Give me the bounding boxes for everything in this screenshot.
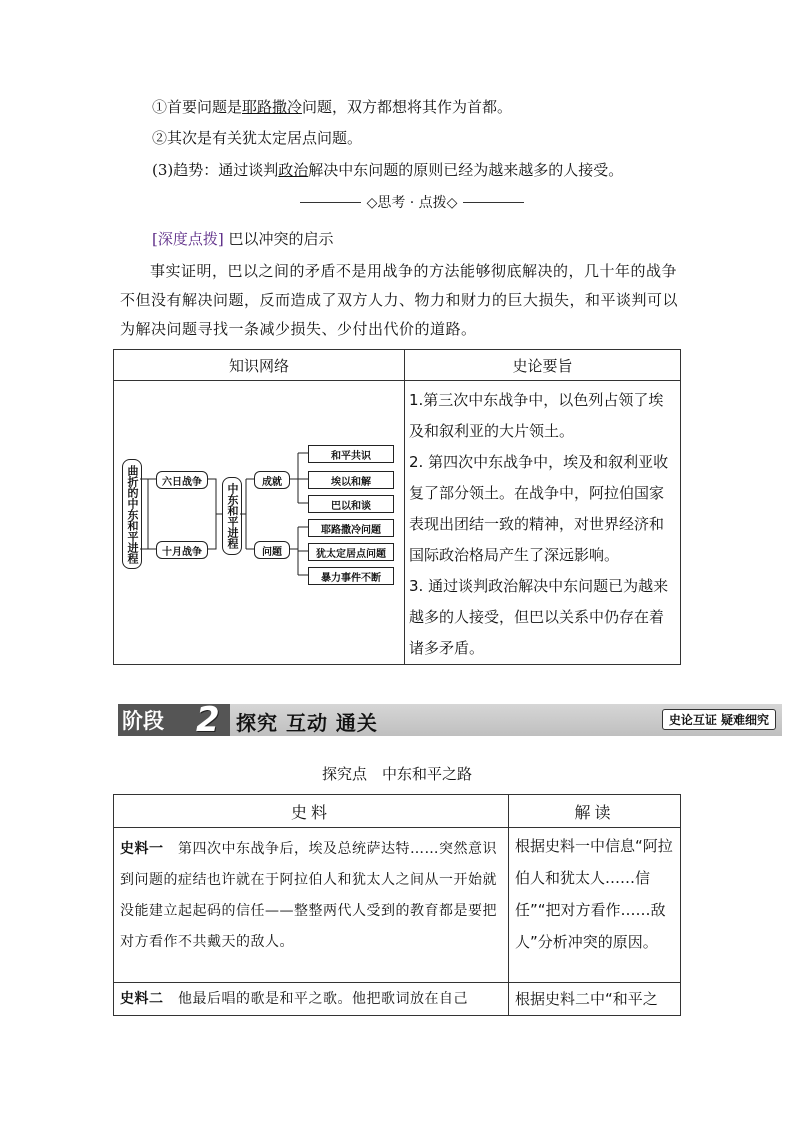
diagram-problems: 问题 <box>254 541 290 559</box>
diagram-problem-2: 犹太定居点问题 <box>308 543 394 561</box>
think-label: ◇思考 · 点拨◇ <box>366 195 458 211</box>
source-text: 他最后唱的歌是和平之歌。他把歌词放在自己 <box>163 990 468 1007</box>
inquiry-title: 探究点 中东和平之路 <box>321 765 472 783</box>
source-row <box>114 983 509 1016</box>
source-text: 第四次中东战争后，埃及总统萨达特……突然意识到问题的症结也许就在于阿拉伯人和犹太人之间从一开始就没能建立起起码的信任——整整两代人受到的教育都是要把对方看作不共戴天的敌人。 <box>120 841 497 950</box>
diagram-achieve-1: 和平共识 <box>308 445 394 463</box>
source-label: 史料二 <box>120 990 164 1007</box>
diagram-cell <box>114 381 405 665</box>
interp-cell: 根据史料一中信息“阿拉伯人和犹太人……信任”“把对方看作……敌人”分析冲突的原因。 <box>509 828 681 983</box>
diagram-problem-3: 暴力事件不断 <box>308 567 394 585</box>
trend-line: (3)趋势：通过谈判政治解决中东问题的原则已经为越来越多的人接受。 <box>152 161 624 179</box>
knowledge-diagram <box>114 381 404 659</box>
diagram-achievements: 成就 <box>254 471 290 489</box>
deep-title: 巴以冲突的启示 <box>228 230 334 248</box>
source-row <box>114 828 509 983</box>
deep-tag: [深度点拨] <box>152 230 224 248</box>
diagram-root: 曲折的中东和平进程 <box>122 459 142 569</box>
summary-cell <box>405 381 681 665</box>
section-divider <box>300 192 524 212</box>
col-head-summary: 史论要旨 <box>405 350 681 381</box>
summary-point-1: 1.第三次中东战争中，以色列占领了埃及和叙利亚的大片领土。 <box>409 391 664 440</box>
col-head-network: 知识网络 <box>114 350 405 381</box>
diagram-war-six-day: 六日战争 <box>156 471 208 489</box>
col-head-interp: 解读 <box>509 795 681 828</box>
knowledge-table <box>113 349 681 665</box>
col-head-source: 史料 <box>114 795 509 828</box>
deep-paragraph: 事实证明，巴以之间的矛盾不是用战争的方法能够彻底解决的，几十年的战争不但没有解决问题，反而造成了双方人力、物力和财力的巨大损失，和平谈判可以为解决问题寻找一条减少损失、少付出代价的道路。 <box>120 262 679 338</box>
stage-badge: 史论互证 疑难细究 <box>662 709 776 730</box>
underlined-term: 耶路撒冷 <box>242 98 303 116</box>
summary-point-2: 2. 第四次中东战争中，埃及和叙利亚收复了部分领土。在战争中，阿拉伯国家表现出团结一致的精神，对世界经济和国际政治格局产生了深远影响。 <box>409 453 669 564</box>
stage-title: 探究 互动 通关 <box>236 711 378 735</box>
diagram-war-october: 十月战争 <box>156 541 208 559</box>
underlined-term: 政治 <box>278 161 309 179</box>
stage-number: 2 <box>196 700 220 740</box>
stage-label: 阶段 <box>118 704 230 736</box>
diagram-center: 中东和平进程 <box>222 477 242 555</box>
source-label: 史料一 <box>120 841 164 857</box>
point-1: ①首要问题是耶路撒冷问题，双方都想将其作为首都。 <box>152 98 513 116</box>
point-2: ②其次是有关犹太定居点问题。 <box>152 129 363 147</box>
interp-cell: 根据史料二中“和平之 <box>509 983 681 1016</box>
deep-heading <box>152 228 334 249</box>
source-table <box>113 794 681 1016</box>
diagram-problem-1: 耶路撒冷问题 <box>308 519 394 537</box>
summary-point-3: 3. 通过谈判政治解决中东问题已为越来越多的人接受，但巴以关系中仍存在着诸多矛盾。 <box>409 577 669 657</box>
diagram-achieve-3: 巴以和谈 <box>308 495 394 513</box>
diagram-achieve-2: 埃以和解 <box>308 471 394 489</box>
stage-banner <box>118 700 782 740</box>
